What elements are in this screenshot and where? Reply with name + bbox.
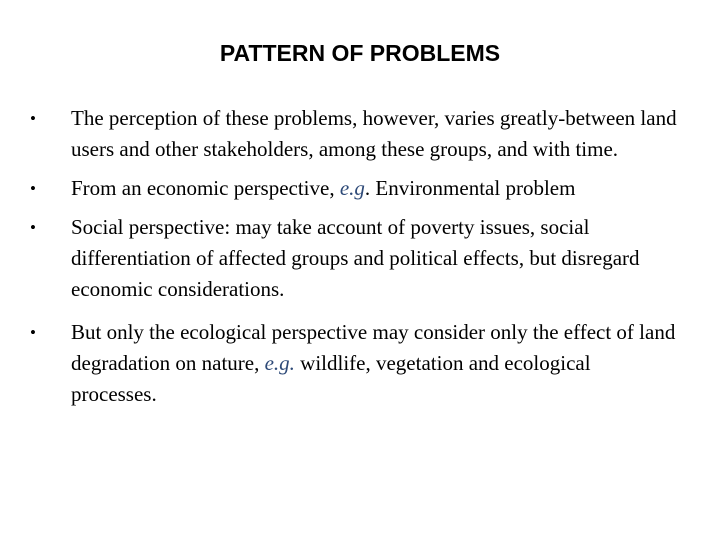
- bullet-emphasis: e.g: [339, 176, 365, 200]
- bullet-text-before: But only the ecological perspective may consider only the effect of land degradation on nature,: [71, 320, 676, 375]
- bullet-text-after: wildlife, vegetation and ecological processes.: [71, 351, 591, 406]
- bullet-item: [30, 103, 680, 165]
- bullet-dot-icon: •: [30, 218, 36, 237]
- bullet-dot-icon: •: [30, 109, 36, 128]
- bullet-text: The perception of these problems, however, varies greatly-between land users and other stakeholders, among these groups, and with time.: [71, 106, 677, 161]
- bullet-emphasis: e.g.: [264, 351, 295, 375]
- bullet-dot-icon: •: [30, 323, 36, 342]
- bullet-item: [30, 173, 680, 204]
- bullet-item: [30, 317, 680, 410]
- bullet-text-before: From an economic perspective,: [71, 176, 340, 200]
- bullet-dot-icon: •: [30, 179, 36, 198]
- slide-title: PATTERN OF PROBLEMS: [219, 40, 501, 66]
- bullet-text-after: . Environmental problem: [364, 176, 576, 200]
- bullet-list: [30, 103, 680, 410]
- bullet-text: Social perspective: may take account of poverty issues, social differentiation of affected groups and political effects, but disregard economic considerations.: [71, 215, 640, 301]
- bullet-item: [30, 212, 680, 305]
